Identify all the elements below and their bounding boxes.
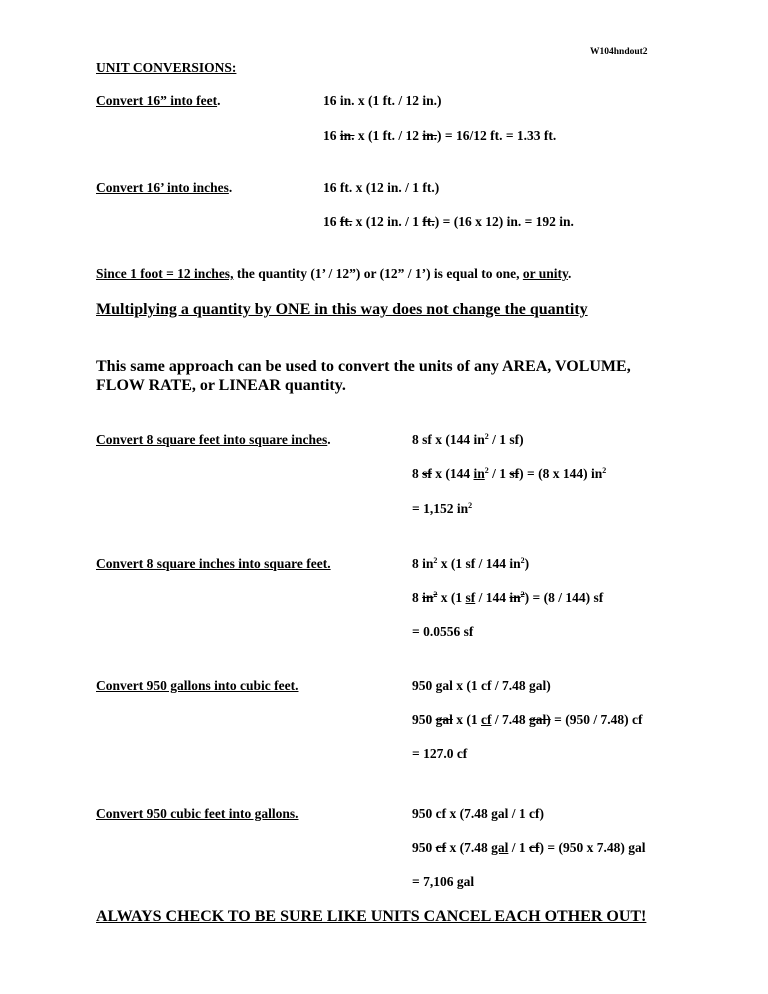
ex2-setup: 16 ft. x (12 in. / 1 ft.) [323,180,440,195]
footer-warning: ALWAYS CHECK TO BE SURE LIKE UNITS CANCEL EACH OTHER OUT! [96,908,647,925]
ex3-prompt: Convert 8 square feet into square inches. [96,432,331,447]
multiply-note: Multiplying a quantity by ONE in this way does not change the quantity [96,301,588,318]
ex6-setup: 950 cf x (7.48 gal / 1 cf) [412,806,544,821]
ex4-setup: 8 $in^2$ x (1 sf / 144 $in^2$) [412,556,530,571]
approach-line-2: FLOW RATE, or LINEAR quantity. [96,377,346,394]
ex6-prompt: Convert 950 cubic feet into gallons. [96,806,299,821]
ex5-solution: 950 gal x (1 cf / 7.48 gal) = (950 / 7.48) cf [412,712,643,727]
ex3-solution: 8 sf x (144 $in^2 / 1$ sf) = (8 x 144) $in^2$ [412,466,607,481]
ex6-solution: 950 cf x (7.48 gal / 1 cf) = (950 x 7.48) gal [412,840,646,855]
ex1-setup: 16 in. x (1 ft. / 12 in.) [323,93,442,108]
ex2-solution: 16 ft. x (12 in. / 1 ft.) = (16 x 12) in. = 192 in. [323,214,574,229]
approach-line-1: This same approach can be used to convert the units of any AREA, VOLUME, [96,358,631,375]
ex6-result: = 7,106 gal [412,874,475,889]
section-heading: UNIT CONVERSIONS: [96,60,237,75]
ex2-prompt: Convert 16’ into inches. [96,180,233,195]
unity-statement: Since 1 foot = 12 inches, the quantity (1’ / 12”) or (12” / 1’) is equal to one, or unity. [96,266,572,281]
document-code: W104hndout2 [590,47,648,57]
ex3-result: = 1,152 $in^2$ [412,501,473,516]
ex5-result: = 127.0 cf [412,746,468,761]
ex3-setup: 8 sf x (144 $in^2 / 1$ sf) [412,432,524,447]
ex1-prompt: Convert 16” into feet. [96,93,221,108]
ex5-prompt: Convert 950 gallons into cubic feet. [96,678,299,693]
ex4-result: = 0.0556 sf [412,624,474,639]
ex4-solution: 8 $in^2$ x (1 sf / 144 $in^2) = (8 / 144)$ sf [412,590,604,605]
ex5-setup: 950 gal x (1 cf / 7.48 gal) [412,678,551,693]
ex1-solution: 16 in. x (1 ft. / 12 in.) = 16/12 ft. = 1.33 ft. [323,128,557,143]
ex4-prompt: Convert 8 square inches into square feet. [96,556,331,571]
